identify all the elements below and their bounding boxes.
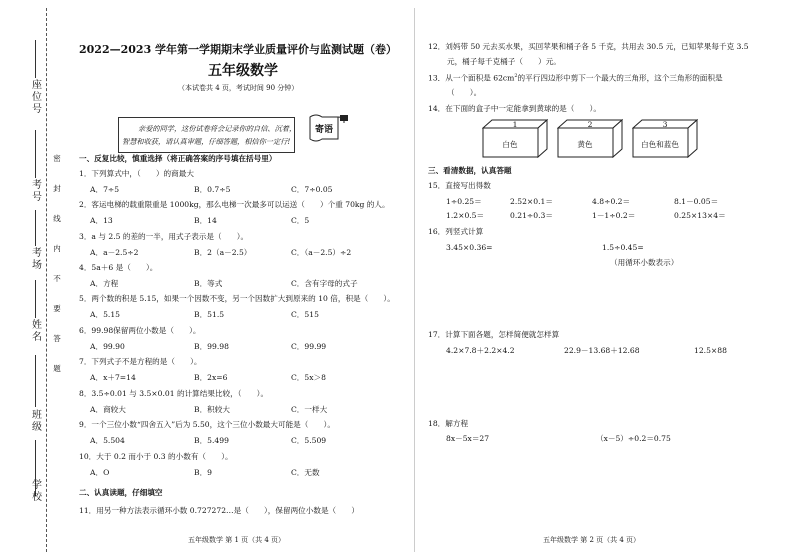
q9-option-b: B．5.499	[194, 436, 229, 445]
q5-option-c: C．515	[291, 310, 319, 319]
class-underline	[35, 355, 36, 407]
q13-sup: 2	[514, 73, 518, 79]
q8-option-c: C．一样大	[291, 405, 328, 414]
q1-option-b: B．0.7÷5	[194, 185, 231, 194]
q15-item: 1－1÷0.2＝	[592, 211, 636, 220]
q13-text-a: 13．从一个面积是 62cm	[428, 73, 515, 83]
seal-char: 封	[53, 184, 61, 193]
q6-option-b: B．99.98	[194, 342, 229, 351]
exam-room-label: 考场	[32, 248, 42, 271]
box-2-label: 黄色	[577, 140, 593, 149]
question-15: 15．直接写出得数	[428, 181, 491, 190]
q6-option-a: A．99.90	[90, 342, 125, 351]
q4-option-b: B．等式	[194, 279, 223, 288]
q17-item-3: 12.5×88	[694, 346, 727, 355]
seal-char: 答	[53, 334, 61, 343]
box-3-label: 白色和蓝色	[641, 140, 679, 149]
q9-option-c: C．5.509	[291, 436, 327, 445]
q15-item: 2.52×0.1＝	[510, 197, 553, 206]
q17-item-2: 22.9－13.68＋12.68	[564, 346, 640, 355]
greeting-line-1: 亲爱的同学，这份试卷将会记录你的自信、沉着，	[138, 124, 297, 133]
school-label: 学校	[32, 480, 42, 503]
seal-char: 密	[53, 154, 61, 163]
seal-char: 不	[53, 274, 61, 283]
seal-char: 题	[53, 364, 61, 373]
q5-option-a: A．5.15	[90, 310, 120, 319]
q15-item: 4.8÷0.2＝	[592, 197, 631, 206]
q2-option-c: C．5	[291, 216, 310, 225]
exam-number-label: 考号	[32, 180, 42, 203]
question-10: 10．大于 0.2 而小于 0.3 的小数有（ ）。	[79, 452, 233, 461]
question-13-line-2: （ ）。	[447, 88, 482, 97]
section-3-heading: 三、看清数据，认真答题	[428, 166, 512, 175]
exam-room-underline	[35, 210, 36, 246]
question-1: 1．下列算式中，（ ）的商最大	[79, 169, 194, 178]
q18-item-2: （x－5）÷0.2＝0.75	[596, 434, 671, 443]
q7-option-c: C．5x＞8	[291, 373, 326, 382]
question-9: 9．一个三位小数“四舍五入”后为 5.50，这个三位小数最大可能是（ ）。	[79, 420, 335, 429]
ball-box-1	[482, 118, 548, 158]
question-7: 7．下列式子不是方程的是（ ）。	[79, 357, 202, 366]
q13-text-b: 的平行四边形中剪下一个最大的三角形，这个三角形的面积是	[517, 73, 723, 83]
class-label: 班级	[32, 410, 42, 433]
seat-number-label: 座位号	[32, 80, 42, 115]
greeting-box	[118, 117, 295, 153]
q16-item-2: 1.5÷0.45=	[602, 243, 644, 252]
exam-subtitle: 五年级数学	[208, 63, 278, 79]
greeting-line-2: 智慧和收获，请认真审题，仔细答题，相信你一定行!	[122, 137, 291, 146]
q10-option-a: A．O	[90, 468, 110, 477]
section-1-heading: 一、反复比较，慎重选择（将正确答案的序号填在括号里）	[79, 154, 277, 163]
box-3-number: 3	[662, 120, 668, 129]
q1-option-c: C．7÷0.05	[291, 185, 333, 194]
page-divider	[414, 8, 415, 552]
question-12-line-1: 12．刘妈带 50 元去买水果，买回苹果和桶子各 5 千克，共用去 30.5 元，已知苹果每千克 3.5	[428, 42, 749, 51]
exam-info: （本试卷共 4 页，考试时间 90 分钟）	[178, 84, 299, 92]
q4-option-c: C．含有字母的式子	[291, 279, 358, 288]
question-3: 3．a 与 2.5 的差的一半，用式子表示是（ ）。	[79, 232, 249, 241]
q15-item: 1÷0.25＝	[446, 197, 482, 206]
question-13-line-1	[428, 74, 723, 82]
box-1-number: 1	[512, 120, 518, 129]
q5-option-b: B．51.5	[194, 310, 225, 319]
box-2-number: 2	[587, 120, 593, 129]
q15-item: 0.25×13×4＝	[674, 211, 726, 220]
q15-item: 0.21÷0.3＝	[510, 211, 553, 220]
q18-item-1: 8x－5x＝27	[446, 434, 490, 443]
q3-option-a: A．a－2.5÷2	[90, 248, 139, 257]
q8-option-a: A．商较大	[90, 405, 126, 414]
q2-option-a: A．13	[90, 216, 113, 225]
q16-note: （用循环小数表示）	[610, 258, 679, 267]
seal-char: 线	[53, 214, 61, 223]
ball-box-3	[632, 118, 698, 158]
question-8: 8．3.5÷0.01 与 3.5×0.01 的计算结果比较，（ ）。	[79, 389, 269, 398]
q3-option-b: B．2（a－2.5）	[194, 248, 252, 257]
scroll-stamp	[306, 111, 350, 145]
page-2-footer: 五年级数学 第 2 页（共 4 页）	[543, 536, 641, 544]
q8-option-b: B．积较大	[194, 405, 230, 414]
q3-option-c: C．（a－2.5）÷2	[291, 248, 352, 257]
question-5: 5．两个数的积是 5.15，如果一个因数不变，另一个因数扩大到原来的 10 倍，积是（ ）。	[79, 294, 395, 303]
seat-number-underline	[35, 40, 36, 78]
binding-dashed-line	[46, 8, 47, 552]
seal-char: 要	[53, 304, 61, 313]
page-1-footer: 五年级数学 第 1 页（共 4 页）	[188, 536, 286, 544]
section-2-heading: 二、认真读题，仔细填空	[79, 488, 163, 497]
exam-number-underline	[35, 130, 36, 178]
q15-item: 8.1－0.05＝	[674, 197, 719, 206]
q6-option-c: C．99.99	[291, 342, 327, 351]
q2-option-b: B．14	[194, 216, 217, 225]
question-12-line-2: 元，桶子每千克桶子（ ）元。	[447, 57, 561, 66]
exam-title: 2022—2023 学年第一学期期末学业质量评价与监测试题（卷）	[79, 43, 398, 56]
question-17: 17．计算下面各题，怎样简便就怎样算	[428, 330, 560, 339]
box-1-label: 白色	[502, 140, 518, 149]
ball-box-2	[557, 118, 623, 158]
question-2: 2．客运电梯的载重限重是 1000kg，那么电梯一次最多可以运送（ ）个重 70kg 的人。	[79, 200, 390, 209]
q16-item-1: 3.45×0.36=	[446, 243, 493, 252]
question-18: 18．解方程	[428, 419, 469, 428]
q17-item-1: 4.2×7.8＋2.2×4.2	[446, 346, 515, 355]
q7-option-b: B．2x=6	[194, 373, 228, 382]
question-6: 6．99.98保留两位小数是（ ）。	[79, 326, 201, 335]
question-14: 14．在下面的盒子中一定能拿到黄球的是（ ）。	[428, 104, 601, 113]
q4-option-a: A．方程	[90, 279, 119, 288]
q10-option-b: B．9	[194, 468, 213, 477]
q9-option-a: A．5.504	[90, 436, 125, 445]
q1-option-a: A．7÷5	[90, 185, 120, 194]
name-label: 姓名	[32, 320, 42, 343]
q10-option-c: C．无数	[291, 468, 320, 477]
q7-option-a: A．x＋7=14	[90, 373, 136, 382]
question-4: 4．5a＋6 是（ ）。	[79, 263, 158, 272]
name-underline	[35, 280, 36, 318]
seal-char: 内	[53, 244, 61, 253]
q15-item: 1.2×0.5＝	[446, 211, 485, 220]
stamp-text: 寄语	[315, 125, 334, 135]
question-16: 16．列竖式计算	[428, 227, 484, 236]
question-11: 11．用另一种方法表示循环小数 0.727272…是（ ），保留两位小数是（ ）	[79, 506, 359, 515]
